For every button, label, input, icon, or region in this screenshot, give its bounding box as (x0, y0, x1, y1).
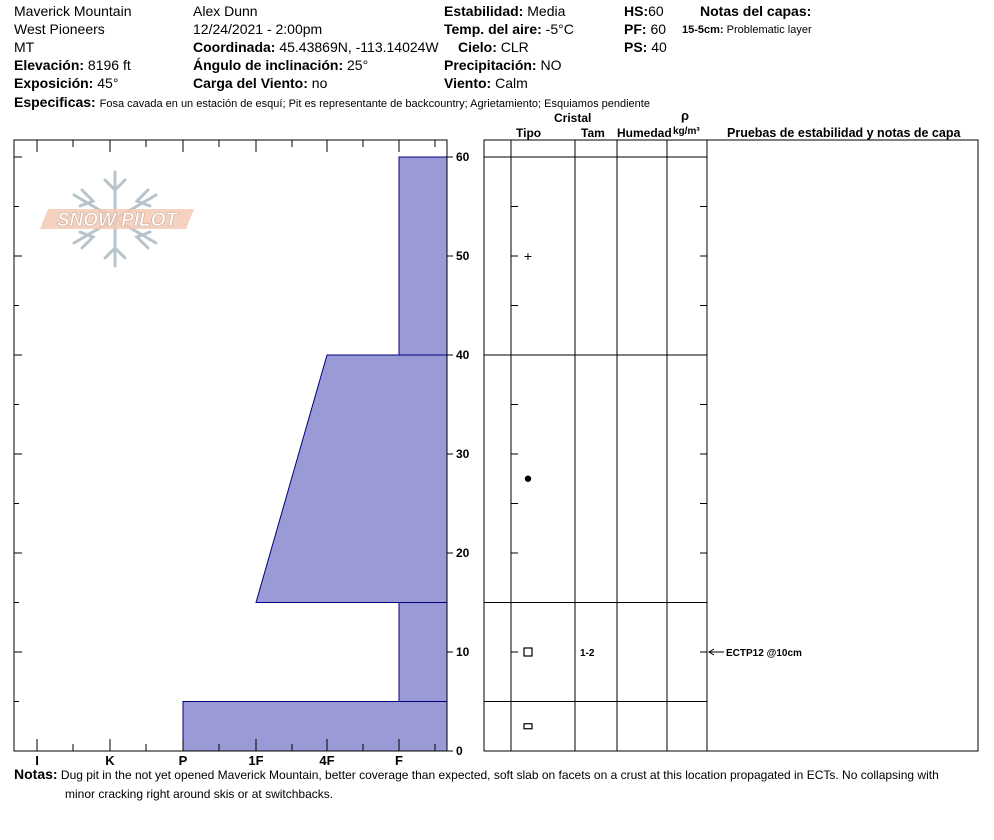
sky: Cielo: CLR (458, 39, 529, 55)
header-cristal: Cristal (554, 111, 592, 125)
coordinates: Coordinada: 45.43869N, -113.14024W (193, 39, 439, 55)
logo-text: SNOW PILOT (56, 210, 178, 231)
hardness-segment (399, 603, 447, 702)
header-humedad: Humedad (617, 126, 672, 140)
header-tam: Tam (581, 126, 605, 140)
observer: Alex Dunn (193, 3, 258, 19)
grain-size: 1-2 (580, 648, 595, 659)
slope-angle: Ángulo de inclinación: 25° (193, 57, 369, 73)
snowpilot-logo (40, 172, 194, 266)
table-frame (484, 140, 978, 751)
x-tick-label: F (395, 753, 403, 768)
layer-table (484, 140, 978, 751)
aspect: Exposición: 45° (14, 75, 119, 91)
notes: Notas: Dug pit in the not yet opened Maverick Mountain, better coverage than expected, soft slab on facets on a crust at this location propagated in ECTs. No collapsing with (14, 766, 939, 782)
grain-newsnow-icon: + (523, 248, 533, 264)
datetime: 12/24/2021 - 2:00pm (193, 21, 323, 37)
grain-facet-icon (524, 648, 532, 656)
precipitation: Precipitación: NO (444, 57, 562, 73)
header-tests: Pruebas de estabilidad y notas de capa (727, 126, 961, 140)
y-tick-label: 30 (456, 447, 470, 461)
test-note: ECTP12 @10cm (726, 648, 802, 659)
air-temp: Temp. del aire: -5°C (444, 21, 574, 37)
y-tick-label: 40 (456, 348, 470, 362)
hardness-segment (256, 355, 447, 603)
range: West Pioneers (14, 21, 105, 37)
hardness-segment (399, 157, 447, 355)
y-tick-label: 10 (456, 645, 470, 659)
wind-loading: Carga del Viento: no (193, 75, 328, 91)
layer-note: 15-5cm: Problematic layer (682, 24, 812, 36)
wind: Viento: Calm (444, 75, 528, 91)
grain-rounded-icon (525, 476, 531, 482)
notes-line-2: minor cracking right around skis or at switchbacks. (65, 787, 334, 801)
x-tick-label: I (35, 753, 39, 768)
y-tick-label: 0 (456, 744, 463, 758)
pf: PF: 60 (624, 21, 667, 37)
grain-crust-icon (524, 724, 532, 729)
elevation: Elevación: 8196 ft (14, 57, 131, 73)
header-tipo: Tipo (516, 126, 542, 140)
x-tick-label: K (105, 753, 115, 768)
specifics: Especificas: Fosa cavada en un estación de esquí; Pit es representante de backcountry; Agrietamiento; Esquiamos pendiente (14, 94, 650, 110)
y-tick-label: 60 (456, 150, 470, 164)
y-tick-label: 20 (456, 546, 470, 560)
stability: Estabilidad: Media (444, 3, 566, 19)
hardness-segment (183, 702, 447, 752)
ps: PS: 40 (624, 39, 667, 55)
hs: HS:60 (624, 3, 664, 19)
y-tick-label: 50 (456, 249, 470, 263)
x-tick-label: 4F (319, 753, 335, 768)
x-tick-label: 1F (248, 753, 264, 768)
hardness-profile (183, 157, 447, 751)
layer-notes-title: Notas del capas: (700, 3, 812, 19)
x-tick-label: P (178, 753, 188, 768)
header-density-unit: kg/m³ (673, 126, 700, 137)
location: Maverick Mountain (14, 3, 132, 19)
header-rho: ρ (681, 108, 690, 123)
state: MT (14, 39, 35, 55)
